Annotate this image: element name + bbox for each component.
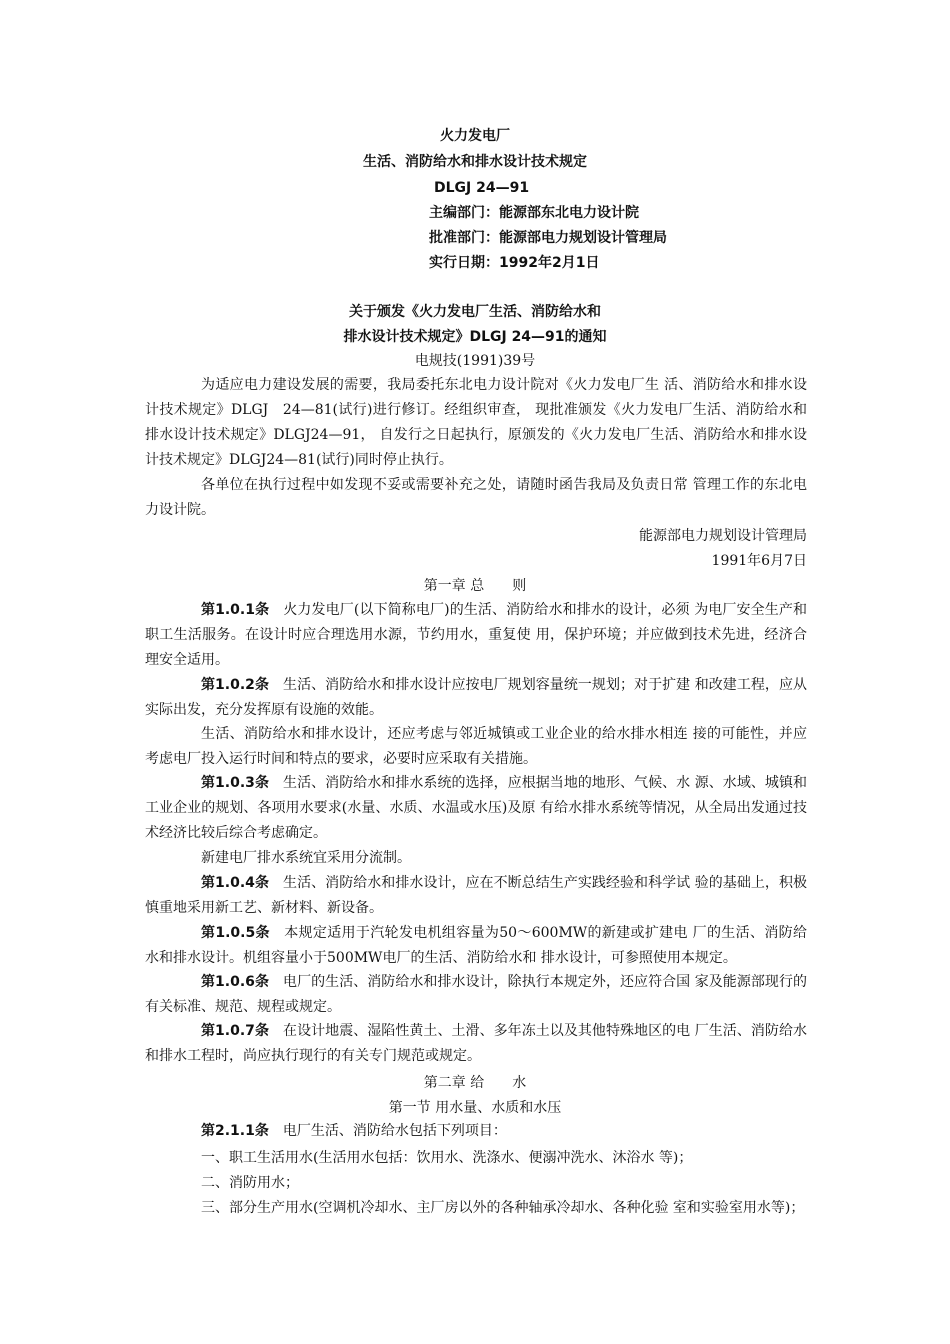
chapter2-section1-title: 第一节 用水量、水质和水压 <box>388 1100 562 1116</box>
notice-signature: 能源部电力规划设计管理局 <box>639 528 807 544</box>
clause-label: 第1.0.5条 <box>201 925 270 941</box>
doc-editor: 主编部门：能源部东北电力设计院 <box>429 205 639 221</box>
clause-label: 第1.0.1条 <box>201 602 270 618</box>
clause-1-0-3-paragraph-2: 新建电厂排水系统宜采用分流制。 <box>201 850 411 866</box>
chapter2-title: 第二章 给 水 <box>423 1075 527 1091</box>
clause-text: 生活、消防给水和排水设计，应在不断总结生产实践经验和科学试 验的基础上，积极慎重地采用新工艺、新材料、新设备。 <box>145 875 807 916</box>
clause-text: 电厂的生活、消防给水和排水设计，除执行本规定外，还应符合国 家及能源部现行的有关标准、规范、规程或规定。 <box>145 974 807 1015</box>
clause-text: 在设计地震、湿陷性黄土、土滑、多年冻土以及其他特殊地区的电 厂生活、消防给水和排水工程时，尚应执行现行的有关专门规范或规定。 <box>145 1023 807 1064</box>
clause-label: 第1.0.4条 <box>201 875 269 891</box>
notice-paragraph-2: 各单位在执行过程中如发现不妥或需要补充之处，请随时函告我局及负责日常 管理工作的东北电力设计院。 <box>145 477 807 518</box>
clause-text: 本规定适用于汽轮发电机组容量为50～600MW的新建或扩建电 厂的生活、消防给水和排水设计。机组容量小于500MW电厂的生活、消防给水和 排水设计，可参照使用本规定。 <box>145 925 807 966</box>
clause-1-0-3 <box>145 771 807 846</box>
clause-label: 第1.0.2条 <box>201 677 269 693</box>
clause-1-0-2 <box>145 673 807 723</box>
clause-1-0-2-paragraph-2: 生活、消防给水和排水设计，还应考虑与邻近城镇或工业企业的给水排水相连 接的可能性，并应考虑电厂投入运行时间和特点的要求，必要时应采取有关措施。 <box>145 726 807 767</box>
clause-1-0-1 <box>145 598 807 673</box>
clause-text: 电厂生活、消防给水包括下列项目： <box>268 1123 507 1139</box>
clause-text: 生活、消防给水和排水系统的选择，应根据当地的地形、气候、水 源、水域、城镇和工业企业的规划、各项用水要求(水量、水质、水温或水压)及原 有给水排水系统等情况，从全局出发通过技术经济比较后综合考虑确定。 <box>145 775 807 841</box>
notice-ref-number: 电规技(1991)39号 <box>414 353 536 369</box>
notice-date: 1991年6月7日 <box>711 553 807 569</box>
chapter1-title: 第一章 总 则 <box>423 578 527 594</box>
notice-title-line1: 关于颁发《火力发电厂生活、消防给水和 <box>349 304 601 320</box>
clause-label: 第2.1.1条 <box>201 1123 269 1139</box>
doc-approver: 批准部门：能源部电力规划设计管理局 <box>429 230 667 246</box>
clause-label: 第1.0.7条 <box>201 1023 269 1039</box>
clause-text: 火力发电厂(以下简称电厂)的生活、消防给水和排水的设计，必须 为电厂安全生产和职工生活服务。在设计时应合理选用水源，节约用水，重复使 用，保护环境；并应做到技术先进，经济合理安全适用。 <box>145 602 807 668</box>
clause-2-1-1 <box>145 1119 807 1144</box>
notice-paragraph-1: 为适应电力建设发展的需要，我局委托东北电力设计院对《火力发电厂生 活、消防给水和排水设计技术规定》DLGJ 24—81(试行)进行修订。经组织审查， 现批准颁发《火力发电厂生活、消防给水和排水设计技术规定》DLGJ24—91， 自发行之日起执行，原颁发的《火力发电厂生活、消防给水和排水设计技术规定》DLGJ24—81(试行)同时停止执行。 <box>145 377 807 468</box>
doc-title-line2: 生活、消防给水和排水设计技术规定 <box>363 154 587 170</box>
clause-label: 第1.0.6条 <box>201 974 269 990</box>
notice-title-line2: 排水设计技术规定》DLGJ 24—91的通知 <box>343 329 607 345</box>
clause-text: 生活、消防给水和排水设计应按电厂规划容量统一规划；对于扩建 和改建工程，应从实际出发，充分发挥原有设施的效能。 <box>145 677 807 718</box>
list-item: 一、职工生活用水(生活用水包括：饮用水、洗涤水、便溺冲洗水、沐浴水 等)； <box>201 1150 693 1166</box>
doc-code: DLGJ 24—91 <box>434 180 530 196</box>
doc-effective-date: 实行日期：1992年2月1日 <box>429 255 600 271</box>
clause-1-0-6 <box>145 970 807 1020</box>
clause-label: 第1.0.3条 <box>201 775 269 791</box>
clause-1-0-5 <box>145 921 807 971</box>
doc-title-line1: 火力发电厂 <box>440 128 510 144</box>
list-item: 三、部分生产用水(空调机冷却水、主厂房以外的各种轴承冷却水、各种化验 室和实验室用水等)； <box>201 1200 805 1216</box>
clause-1-0-7 <box>145 1019 807 1069</box>
list-item: 二、消防用水； <box>201 1175 299 1191</box>
clause-1-0-4 <box>145 871 807 921</box>
